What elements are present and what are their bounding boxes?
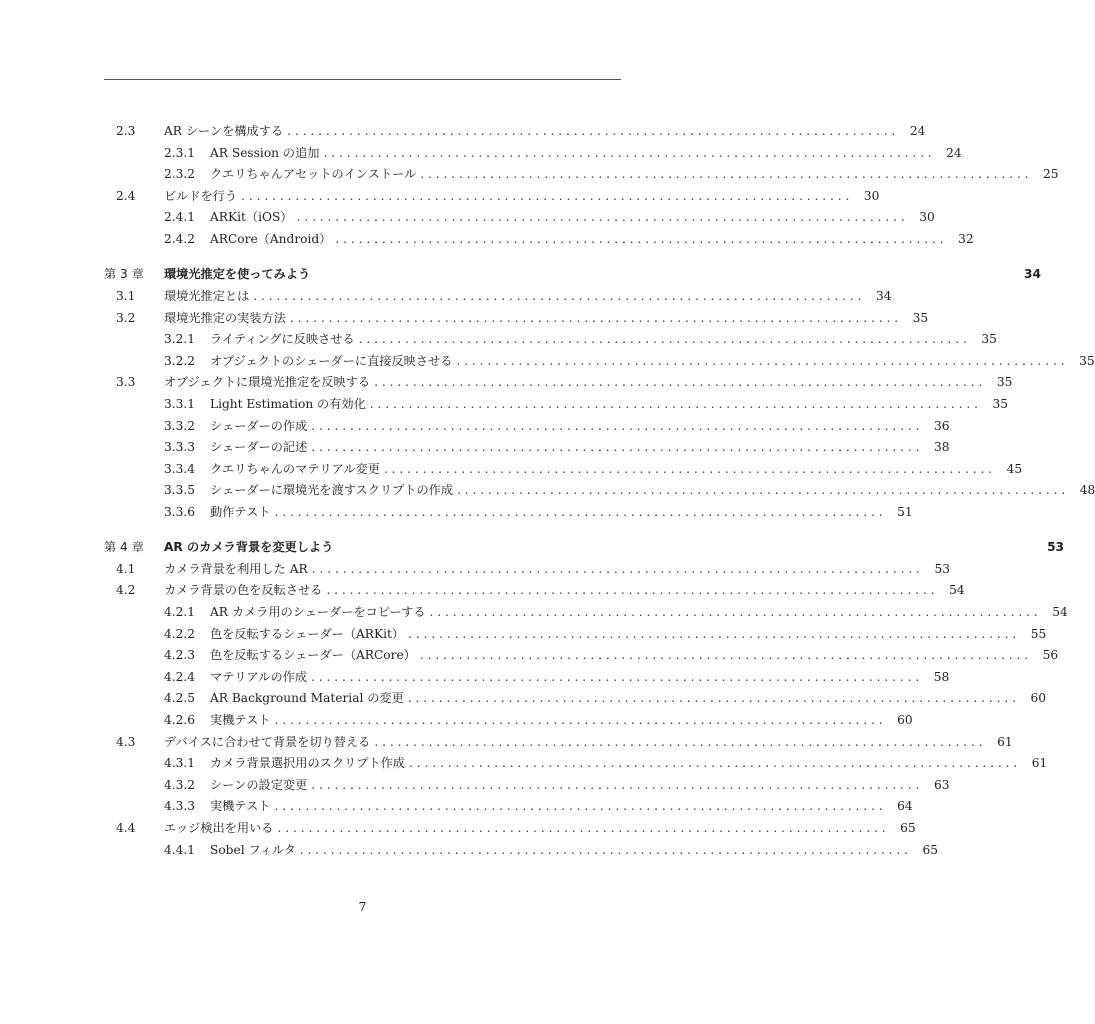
toc-entry-section[interactable] — [104, 559, 950, 581]
toc-entry-number: 4.3.3 — [164, 799, 196, 814]
toc-entry-title: 環境光推定を使ってみよう — [164, 266, 311, 281]
toc-entry-section[interactable] — [104, 121, 926, 143]
toc-entry-page: 24 — [946, 145, 962, 160]
dot-leader: . . . . . . . . . . . . . . . . . . . . . . . . . . . . . . . . . . . . . . . . . . . . . . . . . . . . . . . . . . . . . . . . . . . . . . . . . . . . . . . — [409, 756, 1018, 771]
toc-entry-number: 3.2.2 — [164, 353, 196, 368]
dot-leader: . . . . . . . . . . . . . . . . . . . . . . . . . . . . . . . . . . . . . . . . . . . . . . . . . . . . . . . . . . . . . . . . . . . . . . . . . . . . . . . — [429, 605, 1038, 620]
toc-entry-title: AR Session の追加 — [210, 145, 320, 160]
dot-leader: . . . . . . . . . . . . . . . . . . . . . . . . . . . . . . . . . . . . . . . . . . . . . . . . . . . . . . . . . . . . . . . . . . . . . . . . . . . . . . . — [420, 167, 1029, 182]
toc-entry-title: Sobel フィルタ — [210, 842, 296, 857]
toc-entry-number: 3.2.1 — [164, 332, 196, 347]
toc-entry-number: 3.2 — [116, 310, 136, 325]
toc-entry-subsection[interactable] — [104, 602, 1068, 624]
toc-entry-section[interactable] — [104, 372, 1013, 394]
toc-entry-title: 実機テスト — [210, 799, 271, 814]
toc-entry-number: 3.3.5 — [164, 483, 196, 498]
toc-entry-subsection[interactable] — [104, 645, 1059, 667]
toc-entry-subsection[interactable] — [104, 164, 1059, 186]
toc-entry-number: 第 3 章 — [104, 266, 144, 281]
toc-entry-number: 3.3.3 — [164, 440, 196, 455]
dot-leader: . . . . . . . . . . . . . . . . . . . . . . . . . . . . . . . . . . . . . . . . . . . . . . . . . . . . . . . . . . . . . . . . . . . . . . . . . . . . . . . — [287, 124, 896, 138]
toc-entry-title: 環境光推定の実装方法 — [164, 310, 286, 325]
toc-entry-page: 54 — [949, 583, 965, 598]
toc-entry-title: オブジェクトに環境光推定を反映する — [164, 375, 371, 390]
toc-entry-page: 34 — [876, 288, 892, 303]
toc-entry-page: 63 — [933, 777, 950, 792]
dot-leader: . . . . . . . . . . . . . . . . . . . . . . . . . . . . . . . . . . . . . . . . . . . . . . . . . . . . . . . . . . . . . . . . . . . . . . . . . . . . . . . — [369, 396, 979, 411]
toc-entry-page: 36 — [933, 418, 950, 433]
toc-entry-number: 2.4 — [116, 188, 136, 203]
toc-entry-page: 65 — [922, 842, 938, 857]
toc-entry-page: 35 — [981, 332, 997, 347]
toc-entry-number: 3.3.6 — [164, 504, 196, 519]
dot-leader: . . . . . . . . . . . . . . . . . . . . . . . . . . . . . . . . . . . . . . . . . . . . . . . . . . . . . . . . . . . . . . . . . . . . . . . . . . . . . . . — [457, 483, 1066, 498]
toc-entry-title: クエリちゃんのマテリアル変更 — [210, 461, 380, 476]
toc-entry-number: 4.2.1 — [164, 605, 196, 620]
toc-entry-chapter[interactable] — [104, 263, 1041, 286]
toc-entry-number: 3.3.2 — [164, 418, 196, 433]
toc-entry-title: 色を反転するシェーダー（ARKit） — [210, 626, 405, 641]
toc-entry-page: 53 — [934, 561, 950, 576]
toc-entry-number: 4.3.2 — [164, 777, 196, 792]
toc-entry-page: 60 — [1030, 691, 1047, 706]
toc-entry-number: 4.4.1 — [164, 842, 196, 857]
toc-entry-section[interactable] — [104, 308, 929, 330]
toc-entry-page: 35 — [1079, 353, 1095, 368]
dot-leader: . . . . . . . . . . . . . . . . . . . . . . . . . . . . . . . . . . . . . . . . . . . . . . . . . . . . . . . . . . . . . . . . . . . . . . . . . . . . . . . — [274, 799, 883, 814]
toc-entry-subsection[interactable] — [104, 437, 950, 459]
toc-entry-title: 色を反転するシェーダー（ARCore） — [210, 648, 416, 663]
toc-entry-page: 38 — [933, 440, 950, 455]
toc-entry-title: カメラ背景選択用のスクリプト作成 — [210, 756, 405, 771]
toc-entry-title: マテリアルの作成 — [210, 669, 308, 684]
toc-entry-title: AR シーンを構成する — [164, 124, 284, 138]
toc-entry-number: 4.3 — [116, 734, 136, 749]
toc-entry-subsection[interactable] — [104, 480, 1095, 502]
toc-entry-number: 2.3 — [116, 124, 136, 138]
toc-entry-page: 53 — [1047, 539, 1065, 554]
dot-leader: . . . . . . . . . . . . . . . . . . . . . . . . . . . . . . . . . . . . . . . . . . . . . . . . . . . . . . . . . . . . . . . . . . . . . . . . . . . . . . . — [335, 231, 944, 246]
toc-entry-title: ARCore（Android） — [210, 231, 332, 246]
toc-entry-number: 第 4 章 — [104, 539, 144, 554]
toc-entry-title: AR Background Material の変更 — [210, 691, 404, 706]
dot-leader: . . . . . . . . . . . . . . . . . . . . . . . . . . . . . . . . . . . . . . . . . . . . . . . . . . . . . . . . . . . . . . . . . . . . . . . . . . . . . . . — [311, 777, 920, 792]
toc-entry-subsection[interactable] — [104, 416, 950, 438]
toc-entry-page: 58 — [933, 669, 950, 684]
dot-leader: . . . . . . . . . . . . . . . . . . . . . . . . . . . . . . . . . . . . . . . . . . . . . . . . . . . . . . . . . . . . . . . . . . . . . . . . . . . . . . . — [358, 332, 967, 347]
toc-entry-title: ライティングに反映させる — [210, 332, 355, 347]
dot-leader: . . . . . . . . . . . . . . . . . . . . . . . . . . . . . . . . . . . . . . . . . . . . . . . . . . . . . . . . . . . . . . . . . . . . . . . . . . . . . . . — [323, 145, 932, 160]
toc-entry-title: シェーダーの作成 — [210, 418, 308, 433]
dot-leader: . . . . . . . . . . . . . . . . . . . . . . . . . . . . . . . . . . . . . . . . . . . . . . . . . . . . . . . . . . . . . . . . . . . . . . . . . . . . . . . — [296, 210, 905, 225]
toc-entry-subsection[interactable] — [104, 143, 962, 165]
toc-entry-title: ARKit（iOS） — [210, 210, 293, 225]
toc-entry-subsection[interactable] — [104, 207, 935, 229]
toc-entry-title: 環境光推定とは — [164, 288, 250, 303]
toc-entry-number: 4.2.4 — [164, 669, 196, 684]
toc-entry-page: 64 — [897, 799, 913, 814]
dot-leader: . . . . . . . . . . . . . . . . . . . . . . . . . . . . . . . . . . . . . . . . . . . . . . . . . . . . . . . . . . . . . . . . . . . . . . . . . . . . . . . — [456, 353, 1065, 368]
toc-entry-section[interactable] — [104, 186, 880, 208]
dot-leader: . . . . . . . . . . . . . . . . . . . . . . . . . . . . . . . . . . . . . . . . . . . . . . . . . . . . . . . . . . . . . . . . . . . . . . . . . . . . . . . — [277, 821, 886, 835]
toc-entry-chapter[interactable] — [104, 536, 1065, 559]
toc-entry-title: Light Estimation の有効化 — [210, 396, 366, 411]
toc-entry-page: 61 — [1031, 756, 1048, 771]
toc-entry-page: 30 — [863, 188, 880, 203]
toc-entry-subsection[interactable] — [104, 459, 1023, 481]
dot-leader: . . . . . . . . . . . . . . . . . . . . . . . . . . . . . . . . . . . . . . . . . . . . . . . . . . . . . . . . . . . . . . . . . . . . . . . . . . . . . . . — [274, 713, 883, 728]
table-of-contents — [104, 121, 1095, 861]
page-number: 7 — [358, 899, 367, 914]
toc-entry-subsection[interactable] — [104, 710, 913, 732]
dot-leader: . . . . . . . . . . . . . . . . . . . . . . . . . . . . . . . . . . . . . . . . . . . . . . . . . . . . . . . . . . . . . . . . . . . . . . . . . . . . . . . — [289, 310, 899, 325]
toc-entry-title: カメラ背景を利用した AR — [164, 561, 308, 576]
toc-entry-title: シェーダーの記述 — [210, 440, 308, 455]
toc-entry-title: デバイスに合わせて背景を切り替える — [164, 734, 371, 749]
toc-entry-page: 60 — [897, 713, 913, 728]
toc-entry-page: 35 — [996, 375, 1013, 390]
toc-entry-page: 35 — [912, 310, 929, 325]
toc-entry-subsection[interactable] — [104, 753, 1048, 775]
dot-leader: . . . . . . . . . . . . . . . . . . . . . . . . . . . . . . . . . . . . . . . . . . . . . . . . . . . . . . . . . . . . . . . . . . . . . . . . . . . . . . . — [419, 648, 1029, 663]
toc-entry-subsection[interactable] — [104, 329, 997, 351]
toc-entry-title: 動作テスト — [210, 504, 271, 519]
dot-leader: . . . . . . . . . . . . . . . . . . . . . . . . . . . . . . . . . . . . . . . . . . . . . . . . . . . . . . . . . . . . . . . . . . . . . . . . . . . . . . . — [299, 842, 908, 857]
toc-entry-title: AR カメラ用のシェーダーをコピーする — [210, 605, 426, 620]
toc-entry-page: 34 — [1024, 266, 1041, 281]
toc-entry-title: AR のカメラ背景を変更しよう — [164, 539, 334, 554]
toc-entry-title: シーンの設定変更 — [210, 777, 308, 792]
toc-entry-page: 45 — [1006, 461, 1023, 476]
dot-leader: . . . . . . . . . . . . . . . . . . . . . . . . . . . . . . . . . . . . . . . . . . . . . . . . . . . . . . . . . . . . . . . . . . . . . . . . . . . . . . . — [253, 288, 862, 303]
toc-entry-page: 30 — [919, 210, 935, 225]
toc-entry-number: 3.1 — [116, 288, 136, 303]
toc-entry-subsection[interactable] — [104, 688, 1047, 710]
dot-leader: . . . . . . . . . . . . . . . . . . . . . . . . . . . . . . . . . . . . . . . . . . . . . . . . . . . . . . . . . . . . . . . . . . . . . . . . . . . . . . . — [374, 734, 983, 749]
dot-leader: . . . . . . . . . . . . . . . . . . . . . . . . . . . . . . . . . . . . . . . . . . . . . . . . . . . . . . . . . . . . . . . . . . . . . . . . . . . . . . . — [311, 440, 920, 455]
toc-entry-subsection[interactable] — [104, 502, 913, 524]
toc-entry-number: 3.3 — [116, 375, 136, 390]
toc-entry-subsection[interactable] — [104, 351, 1095, 373]
toc-entry-subsection[interactable] — [104, 667, 950, 689]
toc-entry-number: 3.3.1 — [164, 396, 196, 411]
dot-leader: . . . . . . . . . . . . . . . . . . . . . . . . . . . . . . . . . . . . . . . . . . . . . . . . . . . . . . . . . . . . . . . . . . . . . . . . . . . . . . . — [326, 583, 935, 598]
toc-entry-page: 56 — [1042, 648, 1059, 663]
toc-entry-page: 61 — [997, 734, 1013, 749]
toc-entry-number: 3.3.4 — [164, 461, 196, 476]
dot-leader: . . . . . . . . . . . . . . . . . . . . . . . . . . . . . . . . . . . . . . . . . . . . . . . . . . . . . . . . . . . . . . . . . . . . . . . . . . . . . . . — [311, 669, 920, 684]
toc-entry-number: 2.3.1 — [164, 145, 196, 160]
toc-entry-section[interactable] — [104, 580, 965, 602]
toc-entry-title: エッジ検出を用いる — [164, 821, 274, 835]
toc-entry-page: 24 — [909, 124, 926, 138]
toc-entry-number: 4.2.5 — [164, 691, 196, 706]
toc-entry-page: 54 — [1052, 605, 1068, 620]
toc-entry-subsection[interactable] — [104, 775, 950, 797]
toc-entry-page: 51 — [897, 504, 913, 519]
toc-entry-number: 4.3.1 — [164, 756, 196, 771]
toc-entry-number: 2.3.2 — [164, 167, 196, 182]
dot-leader: . . . . . . . . . . . . . . . . . . . . . . . . . . . . . . . . . . . . . . . . . . . . . . . . . . . . . . . . . . . . . . . . . . . . . . . . . . . . . . . — [383, 461, 993, 476]
toc-entry-subsection[interactable] — [104, 840, 938, 862]
toc-entry-page: 35 — [992, 396, 1009, 411]
toc-entry-page: 48 — [1079, 483, 1095, 498]
toc-entry-title: ビルドを行う — [164, 188, 238, 203]
toc-entry-section[interactable] — [104, 818, 916, 840]
toc-entry-page: 32 — [958, 231, 974, 246]
toc-entry-subsection[interactable] — [104, 229, 974, 251]
toc-entry-page: 25 — [1042, 167, 1059, 182]
header-rule — [104, 79, 621, 80]
toc-entry-number: 4.2.3 — [164, 648, 196, 663]
toc-entry-number: 2.4.1 — [164, 210, 196, 225]
dot-leader: . . . . . . . . . . . . . . . . . . . . . . . . . . . . . . . . . . . . . . . . . . . . . . . . . . . . . . . . . . . . . . . . . . . . . . . . . . . . . . . — [274, 504, 883, 519]
dot-leader: . . . . . . . . . . . . . . . . . . . . . . . . . . . . . . . . . . . . . . . . . . . . . . . . . . . . . . . . . . . . . . . . . . . . . . . . . . . . . . . — [241, 188, 850, 203]
toc-entry-subsection[interactable] — [104, 624, 1047, 646]
toc-entry-title: オブジェクトのシェーダーに直接反映させる — [210, 353, 453, 368]
toc-entry-number: 4.4 — [116, 821, 136, 835]
dot-leader: . . . . . . . . . . . . . . . . . . . . . . . . . . . . . . . . . . . . . . . . . . . . . . . . . . . . . . . . . . . . . . . . . . . . . . . . . . . . . . . — [311, 561, 920, 576]
toc-entry-page: 65 — [900, 821, 916, 835]
dot-leader: . . . . . . . . . . . . . . . . . . . . . . . . . . . . . . . . . . . . . . . . . . . . . . . . . . . . . . . . . . . . . . . . . . . . . . . . . . . . . . . — [408, 626, 1017, 641]
toc-entry-subsection[interactable] — [104, 394, 1009, 416]
toc-entry-number: 2.4.2 — [164, 231, 196, 246]
toc-entry-title: カメラ背景の色を反転させる — [164, 583, 323, 598]
dot-leader: . . . . . . . . . . . . . . . . . . . . . . . . . . . . . . . . . . . . . . . . . . . . . . . . . . . . . . . . . . . . . . . . . . . . . . . . . . . . . . . — [407, 691, 1017, 706]
toc-entry-section[interactable] — [104, 286, 892, 308]
toc-entry-title: クエリちゃんアセットのインストール — [210, 167, 417, 182]
dot-leader: . . . . . . . . . . . . . . . . . . . . . . . . . . . . . . . . . . . . . . . . . . . . . . . . . . . . . . . . . . . . . . . . . . . . . . . . . . . . . . . — [311, 418, 920, 433]
toc-entry-number: 4.1 — [116, 561, 136, 576]
toc-entry-number: 4.2 — [116, 583, 136, 598]
toc-entry-title: シェーダーに環境光を渡すスクリプトの作成 — [210, 483, 454, 498]
toc-entry-number: 4.2.2 — [164, 626, 196, 641]
toc-entry-number: 4.2.6 — [164, 713, 196, 728]
toc-entry-title: 実機テスト — [210, 713, 271, 728]
dot-leader: . . . . . . . . . . . . . . . . . . . . . . . . . . . . . . . . . . . . . . . . . . . . . . . . . . . . . . . . . . . . . . . . . . . . . . . . . . . . . . . — [374, 375, 983, 390]
toc-entry-subsection[interactable] — [104, 796, 913, 818]
toc-entry-section[interactable] — [104, 732, 1013, 754]
toc-entry-page: 55 — [1030, 626, 1047, 641]
